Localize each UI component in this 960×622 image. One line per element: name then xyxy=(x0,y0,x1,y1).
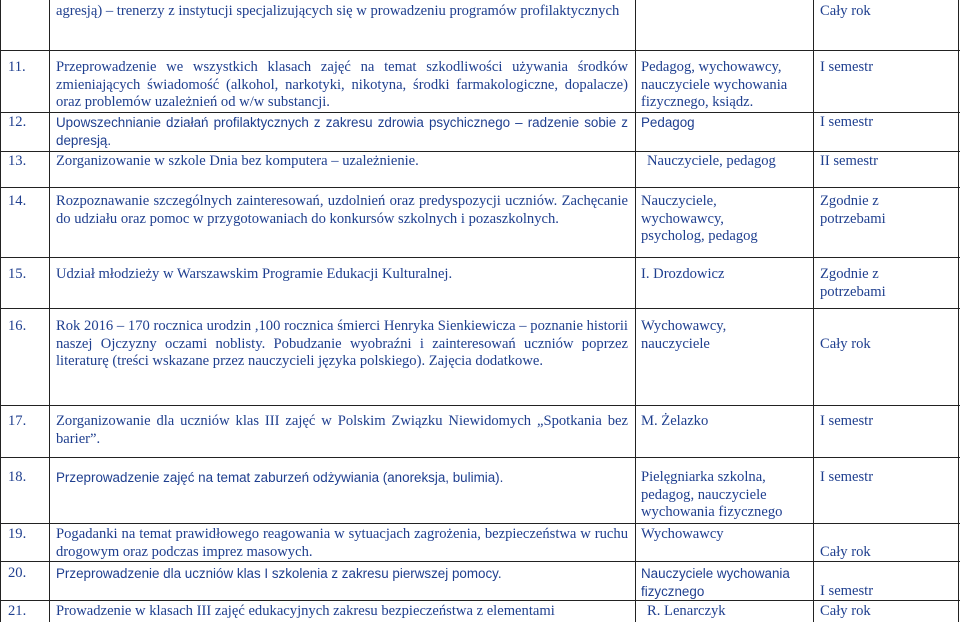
responsible-person: I. Drozdowicz xyxy=(641,266,725,282)
row-number: 12. xyxy=(8,114,27,130)
deadline: I semestr xyxy=(820,413,874,429)
deadline: Cały rok xyxy=(820,3,871,19)
table-border-right xyxy=(958,0,959,622)
row-divider xyxy=(0,187,960,188)
deadline: I semestr xyxy=(820,583,874,599)
task-description: Zorganizowanie w szkole Dnia bez komputera – uzależnienie. xyxy=(56,153,419,169)
row-divider xyxy=(0,257,960,258)
table-column-divider xyxy=(49,0,50,622)
row-divider xyxy=(0,405,960,406)
deadline: I semestr xyxy=(820,114,874,130)
row-divider xyxy=(0,151,960,152)
deadline: Cały rok xyxy=(820,603,871,619)
row-divider xyxy=(0,112,960,113)
responsible-person: M. Żelazko xyxy=(641,413,709,429)
row-number: 13. xyxy=(8,153,27,169)
row-divider xyxy=(0,457,960,458)
row-number: 20. xyxy=(8,565,27,581)
table-border-left xyxy=(0,0,1,622)
responsible-person: Nauczyciele wychowania fizycznego xyxy=(641,566,790,599)
row-number: 14. xyxy=(8,193,27,209)
row-number: 18. xyxy=(8,469,27,485)
task-description: Prowadzenie w klasach III zajęć edukacyjnych zakresu bezpieczeństwa z elementami xyxy=(56,603,555,619)
task-description: Przeprowadzenie we wszystkich klasach zajęć na temat szkodliwości używania środków zmieniających świadomość (alkohol, narkotyki, nikotyna, środki farmakologiczne, dopalacze) oraz problemów uzależnień od w/w substancji. xyxy=(56,59,628,110)
task-description: Rok 2016 – 170 rocznica urodzin ,100 rocznica śmierci Henryka Sienkiewicza – poznanie historii naszej Ojczyzny oczami noblisty. Pobudzanie wyobraźni i zainteresowań uczniów poprzez literaturę (treści wskazane przez nauczycieli języka polskiego). Zajęcia dodatkowe. xyxy=(56,318,628,369)
deadline: Cały rok xyxy=(820,336,871,352)
deadline: II semestr xyxy=(820,153,878,169)
row-number: 16. xyxy=(8,318,27,334)
deadline: Zgodnie z potrzebami xyxy=(820,193,886,227)
task-description: Zorganizowanie dla uczniów klas III zajęć w Polskim Związku Niewidomych „Spotkania bez barier”. xyxy=(56,413,628,447)
deadline: Cały rok xyxy=(820,544,871,560)
row-number: 15. xyxy=(8,266,27,282)
row-divider xyxy=(0,50,960,51)
responsible-person: Pielęgniarka szkolna, pedagog, nauczyciele wychowania fizycznego xyxy=(641,469,783,520)
row-divider xyxy=(0,523,960,524)
row-number: 11. xyxy=(8,59,26,75)
responsible-person: Pedagog xyxy=(641,115,695,130)
table-column-divider xyxy=(813,0,814,622)
responsible-person: Nauczyciele, pedagog xyxy=(647,153,776,169)
task-description: Upowszechnianie działań profilaktycznych z zakresu zdrowia psychicznego – radzenie sobie z depresją. xyxy=(56,115,628,148)
task-description: Pogadanki na temat prawidłowego reagowania w sytuacjach zagrożenia, bezpieczeństwa w ruchu drogowym oraz podczas imprez masowych. xyxy=(56,526,628,560)
task-description: agresją) – trenerzy z instytucji specjalizujących się w prowadzeniu programów profilaktycznych xyxy=(56,3,620,19)
deadline: Zgodnie z potrzebami xyxy=(820,266,886,300)
deadline: I semestr xyxy=(820,469,874,485)
responsible-person: Wychowawcy xyxy=(641,526,724,542)
task-description: Rozpoznawanie szczególnych zainteresowań, uzdolnień oraz predyspozycji uczniów. Zachęcanie do udziału oraz pomoc w przygotowaniach do konkursów szkolnych i pozaszkolnych. xyxy=(56,193,628,227)
row-divider xyxy=(0,561,960,562)
deadline: I semestr xyxy=(820,59,874,75)
row-number: 19. xyxy=(8,526,27,542)
row-number: 21. xyxy=(8,603,27,619)
responsible-person: Pedagog, wychowawcy, nauczyciele wychowania fizycznego, ksiądz. xyxy=(641,59,788,110)
responsible-person: R. Lenarczyk xyxy=(647,603,726,619)
responsible-person: Wychowawcy, nauczyciele xyxy=(641,318,727,352)
responsible-person: Nauczyciele, wychowawcy, psycholog, pedagog xyxy=(641,193,758,244)
row-divider xyxy=(0,308,960,309)
row-number: 17. xyxy=(8,413,27,429)
table-column-divider xyxy=(635,0,636,622)
task-description: Przeprowadzenie dla uczniów klas I szkolenia z zakresu pierwszej pomocy. xyxy=(56,566,502,581)
task-description: Przeprowadzenie zajęć na temat zaburzeń odżywiania (anoreksja, bulimia). xyxy=(56,470,504,485)
task-description: Udział młodzieży w Warszawskim Programie Edukacji Kulturalnej. xyxy=(56,266,453,282)
row-divider xyxy=(0,600,960,601)
